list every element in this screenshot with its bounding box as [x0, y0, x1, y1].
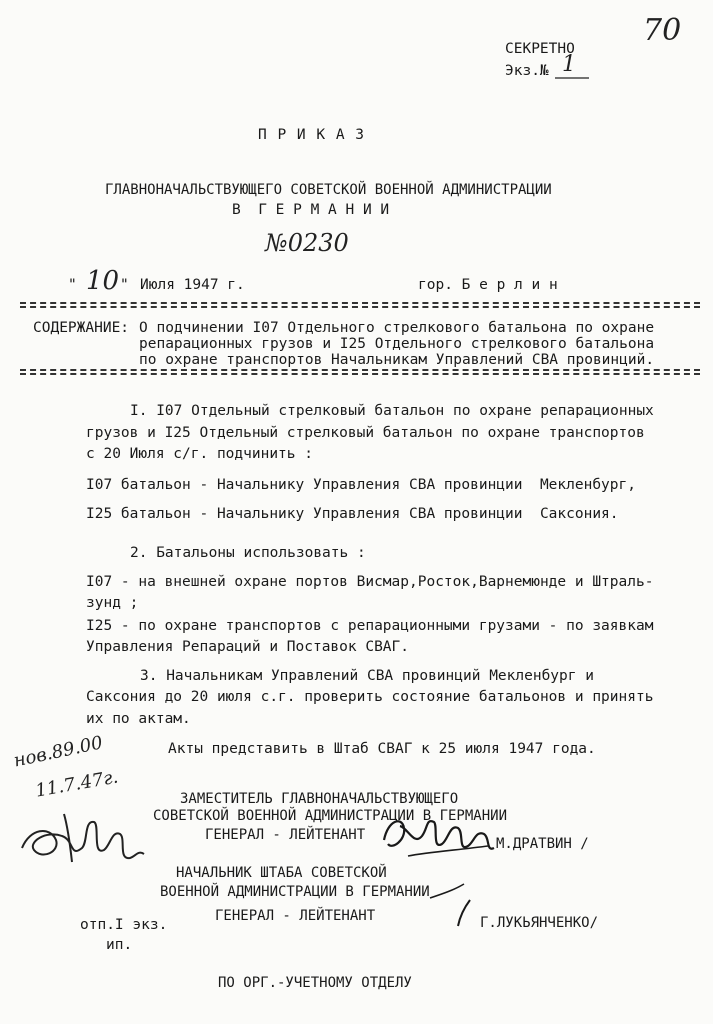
- contents-line-1: О подчинении I07 Отдельного стрелкового батальона по охране: [139, 320, 655, 336]
- deputy-line-2: СОВЕТСКОЙ ВОЕННОЙ АДМИНИСТРАЦИИ В ГЕРМАНИИ: [153, 808, 508, 824]
- p1-line-1: I. I07 Отдельный стрелковый батальон по охране репарационных: [130, 403, 654, 419]
- copies-line-2: ип.: [106, 937, 133, 953]
- p3-line-1: 3. Начальникам Управлений СВА провинций Мекленбург и: [140, 668, 594, 684]
- contents-line-2: репарационных грузов и I25 Отдельного стрелкового батальона: [139, 336, 655, 352]
- secret-stamp: СЕКРЕТНО: [505, 41, 575, 57]
- p2-item-2-line-1: I25 - по охране транспортов с репарационными грузами - по заявкам: [86, 618, 654, 634]
- chief-line-2: ВОЕННОЙ АДМИНИСТРАЦИИ В ГЕРМАНИИ: [160, 884, 430, 900]
- chief-name: Г.ЛУКЬЯНЧЕНКО/: [480, 915, 599, 931]
- bottom-rule: [20, 369, 700, 375]
- deputy-line-1: ЗАМЕСТИТЕЛЬ ГЛАВНОНАЧАЛЬСТВУЮЩЕГО: [180, 791, 459, 807]
- date-day: 10: [86, 266, 120, 296]
- p1-line-3: с 20 Июля с/г. подчинить :: [86, 446, 313, 462]
- p1-line-2: грузов и I25 Отдельный стрелковый батальон по охране транспортов: [86, 425, 645, 441]
- city: гор. Б е р л и н: [418, 277, 558, 293]
- order-number: №0230: [265, 229, 349, 257]
- date-month-year: Июля 1947 г.: [140, 277, 245, 293]
- p3-line-2: Саксония до 20 июля с.г. проверить состояние батальонов и принять: [86, 689, 654, 705]
- issuer-line-2: В Г Е Р М А Н И И: [232, 202, 390, 218]
- p2-item-1-line-1: I07 - на внешней охране портов Висмар,Росток,Варнемюнде и Штраль-: [86, 574, 654, 590]
- page-number: 70: [643, 13, 682, 48]
- margin-note-line-1: нов.89.00: [11, 732, 105, 772]
- department: ПО ОРГ.-УЧЕТНОМУ ОТДЕЛУ: [218, 975, 412, 991]
- order-title: П Р И К А З: [258, 127, 366, 143]
- issuer-line-1: ГЛАВНОНАЧАЛЬСТВУЮЩЕГО СОВЕТСКОЙ ВОЕННОЙ АДМИНИСТРАЦИИ: [105, 182, 552, 198]
- date-quote-open: ": [68, 277, 77, 293]
- contents-line-3: по охране транспортов Начальникам Управлений СВА провинций.: [139, 352, 655, 368]
- date-quote-close: ": [120, 277, 129, 293]
- copy-underline: [555, 76, 589, 80]
- top-rule: [20, 302, 700, 308]
- deputy-signature-icon: [378, 806, 498, 870]
- chief-line-1: НАЧАЛЬНИК ШТАБА СОВЕТСКОЙ: [176, 865, 387, 881]
- deputy-rank: ГЕНЕРАЛ - ЛЕЙТЕНАНТ: [205, 827, 366, 843]
- margin-note-line-2: 11.7.47г.: [33, 766, 120, 802]
- copy-label: Экз.№: [505, 63, 549, 79]
- p4-line: Акты представить в Штаб СВАГ к 25 июля 1947 года.: [168, 741, 596, 757]
- copies-line-1: отп.I экз.: [80, 917, 168, 933]
- p2-item-2-line-2: Управления Репараций и Поставок СВАГ.: [86, 639, 410, 655]
- copy-number: 1: [562, 52, 576, 77]
- p3-line-3: их по актам.: [86, 711, 191, 727]
- margin-signature-icon: [12, 800, 152, 880]
- p2-item-1-line-2: зунд ;: [86, 595, 139, 611]
- chief-rank: ГЕНЕРАЛ - ЛЕЙТЕНАНТ: [215, 908, 376, 924]
- p1-item-2: I25 батальон - Начальнику Управления СВА провинции Саксония.: [86, 506, 619, 522]
- p2-line-1: 2. Батальоны использовать :: [130, 545, 366, 561]
- p1-item-1: I07 батальон - Начальнику Управления СВА провинции Мекленбург,: [86, 477, 636, 493]
- contents-label: СОДЕРЖАНИЕ:: [33, 320, 130, 336]
- deputy-name: М.ДРАТВИН /: [496, 836, 589, 852]
